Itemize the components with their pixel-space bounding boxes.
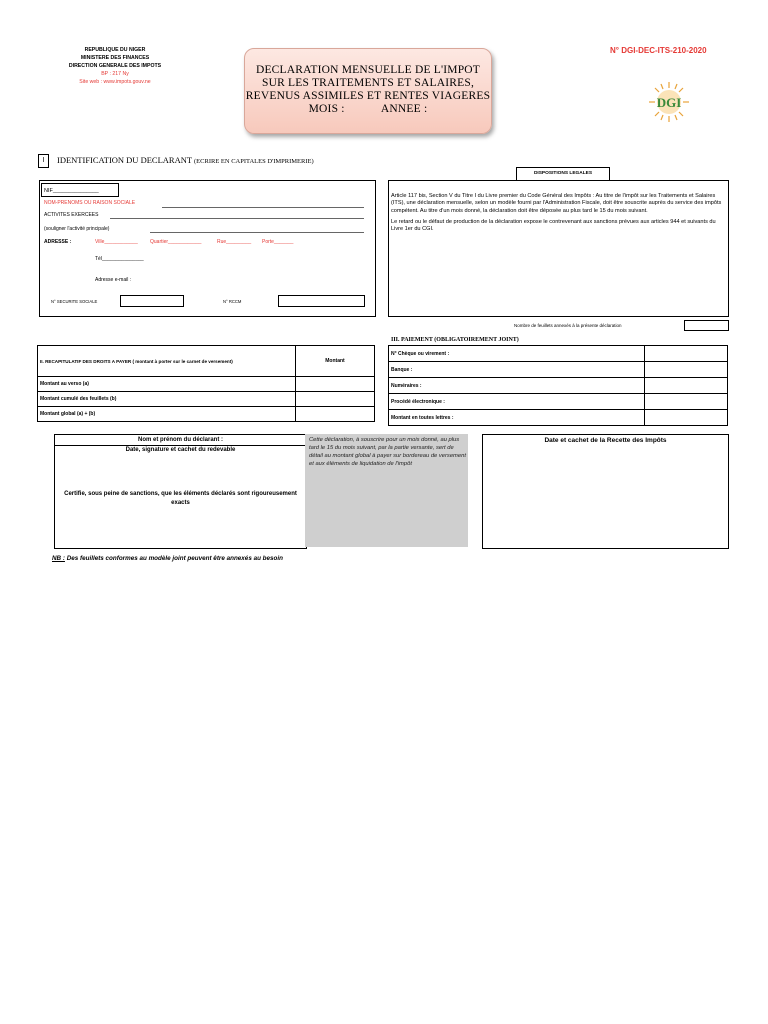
payment-value-numeraires[interactable]: [645, 378, 728, 394]
declarant-name-label: Nom et prénom du déclarant :: [55, 435, 306, 446]
activites-field-2[interactable]: [150, 232, 364, 233]
recap-row-verso: Montant au verso (a): [38, 377, 296, 392]
rccm-field[interactable]: [278, 295, 365, 307]
quartier-field[interactable]: Quartier____________: [150, 239, 202, 245]
section1-title-text: IDENTIFICATION DU DECLARANT: [57, 155, 192, 165]
recap-row-global: Montant global (a) + (b): [38, 407, 296, 422]
form-title-box: [244, 48, 492, 134]
rccm-label: N° RCCM: [223, 299, 242, 304]
recap-title: II. RECAPITULATIF DES DROITS A PAYER ( montant à porter sur le carnet de versement): [38, 346, 296, 377]
document-number: N° DGI-DEC-ITS-210-2020: [610, 46, 707, 55]
form-title-line2: SUR LES TRAITEMENTS ET SALAIRES,: [261, 77, 475, 89]
form-title-line3: REVENUS ASSIMILES ET RENTES VIAGERES: [245, 90, 491, 102]
header-direction: DIRECTION GENERALE DES IMPOTS: [68, 63, 162, 69]
secu-label: N° SECURITE SOCIALE: [51, 299, 98, 304]
payment-row-cheque: N° Chèque ou virement :: [389, 346, 645, 362]
dispositions-para1: Article 117 bis, Section V du Titre I du Livre premier du Code Général des Impôts : Au titre de l'impôt sur les Traitements et Salaires (ITS), une déclaration mensuelle, selon un modèle fourni par l'Administration Fiscale, doit être souscrite auprès du service des impôts compétent. Au titre d'un mois donné, la déclaration doit être déposée au plus tard le 15 du mois suivant.: [391, 193, 722, 214]
section1-subtitle: (ECRIRE EN CAPITALES D'IMPRIMERIE): [194, 158, 314, 165]
dispositions-para2: Le retard ou le défaut de production de la déclaration expose le contrevenant aux sanctions prévues aux articles 944 et suivants du Livre 1er du CGI.: [391, 218, 716, 233]
payment-value-electronique[interactable]: [645, 394, 728, 410]
nif-field[interactable]: NIF_______________: [41, 183, 119, 197]
header-ministry: MINISTERE DES FINANCES: [80, 55, 150, 61]
activites-label: ACTIVITES EXERCEES: [44, 212, 99, 218]
porte-field[interactable]: Porte_______: [262, 239, 294, 245]
declarant-signature-label: Date, signature et cachet du redevable: [125, 447, 236, 453]
recap-value-verso[interactable]: [296, 377, 375, 392]
recap-value-global[interactable]: [296, 407, 375, 422]
souligner-note: (souligner l'activité principale): [44, 226, 110, 232]
nom-field[interactable]: [162, 207, 364, 208]
section3-title: III. PAIEMENT (OBLIGATOIREMENT JOINT): [391, 337, 519, 343]
section1-title: [57, 155, 314, 165]
recap-table: [37, 345, 375, 422]
recap-row-feuillets: Montant cumulé des feuillets (b): [38, 392, 296, 407]
form-title-period: MOIS : ANNEE :: [308, 103, 428, 115]
tel-field[interactable]: Tél_______________: [95, 256, 144, 262]
payment-row-numeraires: Numéraires :: [389, 378, 645, 394]
recette-title: Date et cachet de la Recette des Impôts: [544, 437, 667, 444]
payment-row-electronique: Procédé électronique :: [389, 394, 645, 410]
payment-row-lettres: Montant en toutes lettres :: [389, 410, 645, 426]
nb-note: [52, 555, 283, 562]
header-bp: BP : 217 Ny: [101, 71, 129, 77]
header-country: REPUBLIQUE DU NIGER: [84, 47, 146, 53]
dispositions-title: DISPOSITIONS LEGALES: [516, 167, 610, 181]
header-site: Site web : www.impots.gouv.ne: [79, 79, 151, 85]
recette-box[interactable]: [482, 434, 729, 549]
declarant-box: [54, 434, 307, 549]
nb-label: NB :: [52, 555, 65, 562]
payment-value-lettres[interactable]: [645, 410, 728, 426]
secu-field[interactable]: [120, 295, 184, 307]
header-administration: [40, 46, 190, 86]
recap-col-montant: Montant: [296, 346, 375, 377]
nom-label: NOM-PRENOMS OU RAISON SOCIALE: [44, 200, 136, 206]
dispositions-text: [391, 193, 725, 233]
adresse-label: ADRESSE :: [44, 239, 72, 245]
dgi-logo-icon: [642, 78, 696, 126]
recap-value-feuillets[interactable]: [296, 392, 375, 407]
svg-text:DGI: DGI: [656, 95, 682, 110]
section1-number: I: [38, 154, 49, 168]
feuillets-label: Nombre de feuillets annexés à la présente déclaration: [514, 323, 622, 328]
rue-field[interactable]: Rue_________: [217, 239, 252, 245]
feuillets-field[interactable]: [684, 320, 729, 331]
payment-value-cheque[interactable]: [645, 346, 728, 362]
payment-value-banque[interactable]: [645, 362, 728, 378]
ville-field[interactable]: Ville____________: [95, 239, 138, 245]
form-title-line1: DECLARATION MENSUELLE DE L'IMPOT: [255, 64, 481, 76]
declarant-certification: Certifie, sous peine de sanctions, que les éléments déclarés sont rigoureusement exacts: [64, 491, 297, 506]
payment-row-banque: Banque :: [389, 362, 645, 378]
gray-note-text: Cette déclaration, à souscrire pour un mois donné, au plus tard le 15 du mois suivant, par la partie versante, sert de détail au montant global à payer sur bordereau de versement et aux éléments de liquidation de l'impôt: [309, 437, 466, 467]
payment-table: [388, 345, 728, 426]
email-label: Adresse e-mail :: [95, 277, 132, 283]
nb-text: Des feuillets conformes au modèle joint peuvent être annexés au besoin: [64, 555, 283, 562]
activites-field[interactable]: [110, 218, 364, 219]
